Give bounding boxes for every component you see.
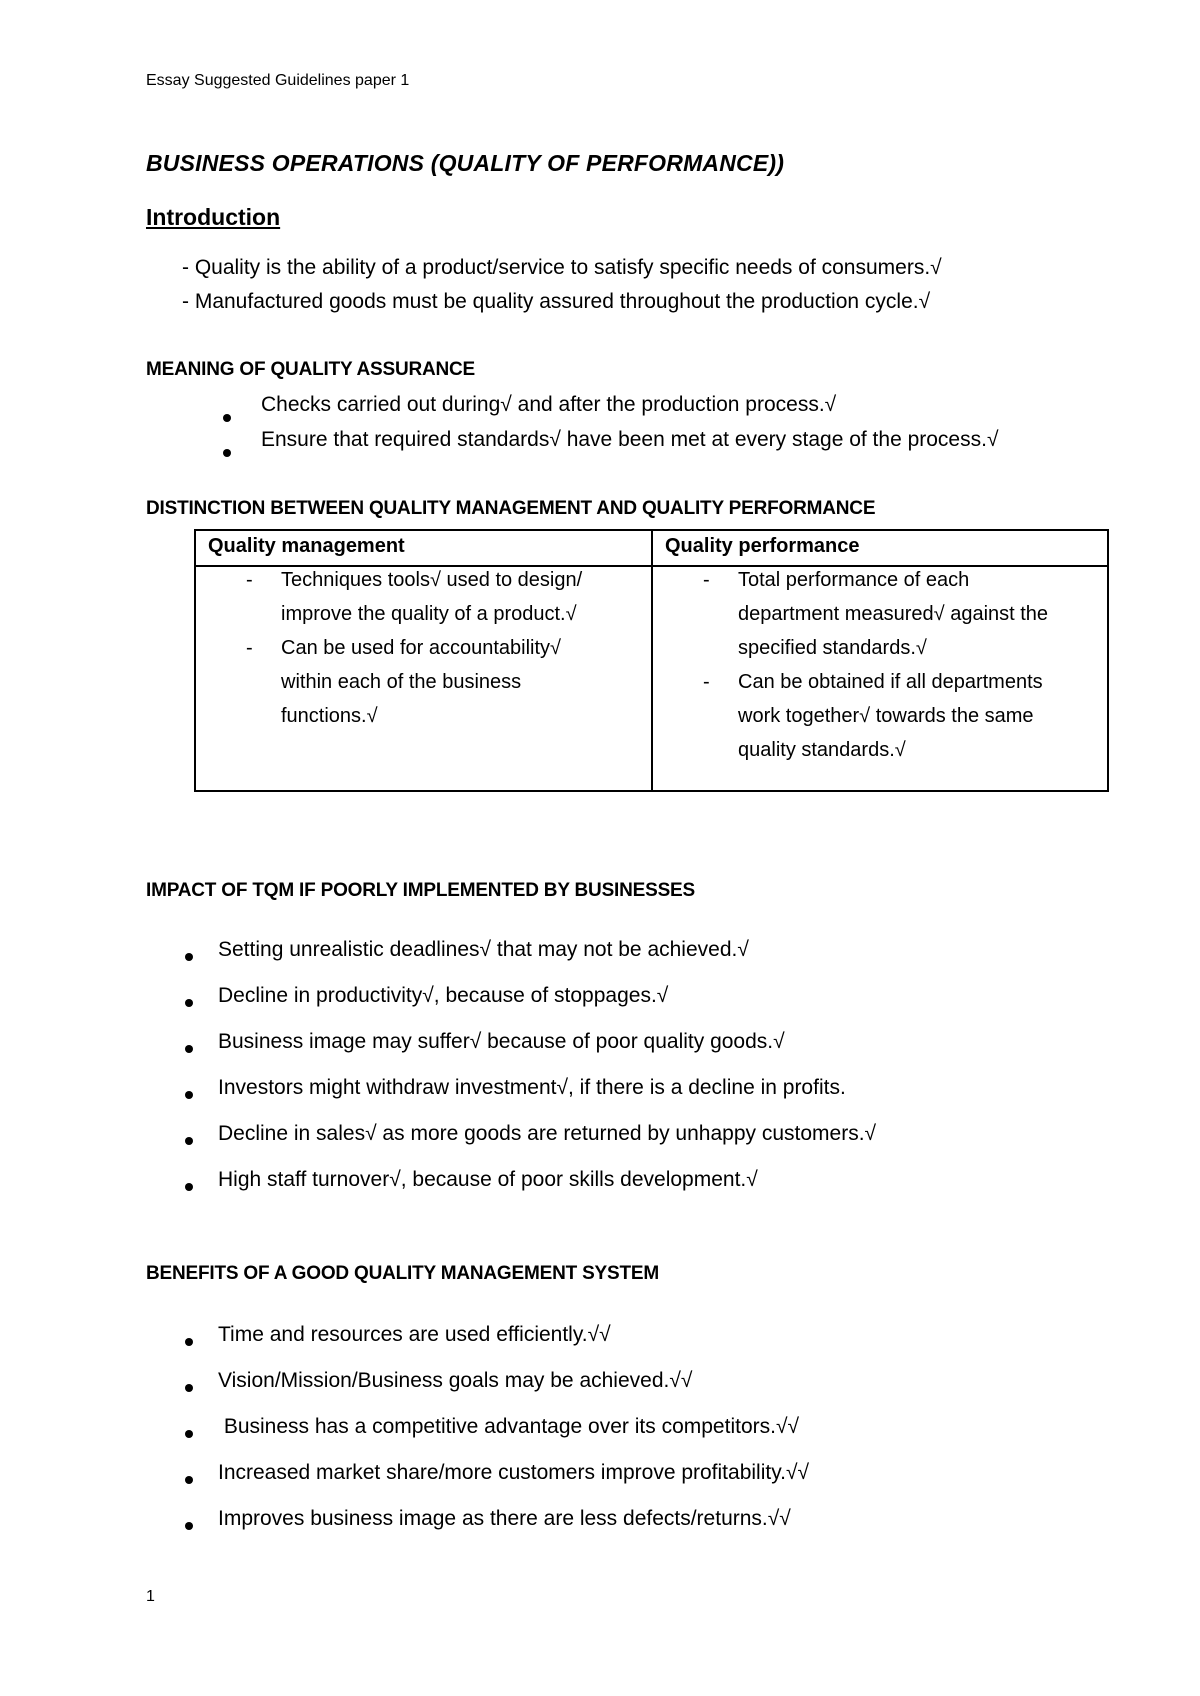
dash-marker: - <box>246 569 253 591</box>
bullet-icon <box>185 1517 193 1535</box>
benefits-item: Increased market share/more customers improve profitability.√√ <box>218 1461 810 1484</box>
dash-marker: - <box>703 671 710 693</box>
bullet-icon <box>223 404 231 428</box>
introduction-line: - Quality is the ability of a product/service to satisfy specific needs of consumers.√ <box>182 256 942 279</box>
bullet-icon <box>185 1086 193 1104</box>
distinction-table <box>194 529 1109 792</box>
benefits-item: Time and resources are used efficiently.√√ <box>218 1323 611 1346</box>
performance-line: specified standards.√ <box>738 637 927 659</box>
dash-marker: - <box>703 569 710 591</box>
management-line: within each of the business <box>281 671 522 693</box>
management-line: improve the quality of a product.√ <box>281 603 577 625</box>
quality-assurance-item: Checks carried out during√ and after the production process.√ <box>261 393 837 416</box>
column-header-quality-performance: Quality performance <box>665 535 860 557</box>
introduction-heading: Introduction <box>146 204 281 230</box>
bullet-icon <box>185 994 193 1012</box>
tqm-impact-item: Decline in productivity√, because of stoppages.√ <box>218 984 669 1007</box>
bullet-icon <box>185 1379 193 1397</box>
performance-line: Total performance of each <box>738 569 970 591</box>
page-number: 1 <box>146 1588 155 1605</box>
performance-line: quality standards.√ <box>738 739 906 761</box>
benefits-item: Improves business image as there are less defects/returns.√√ <box>218 1507 791 1530</box>
management-line: Techniques tools√ used to design/ <box>281 569 583 591</box>
bullet-icon <box>185 948 193 966</box>
bullet-icon <box>185 1132 193 1150</box>
bullet-icon <box>185 1333 193 1351</box>
bullet-icon <box>185 1040 193 1058</box>
bullet-icon <box>185 1425 193 1443</box>
introduction-line: - Manufactured goods must be quality assured throughout the production cycle.√ <box>182 290 931 313</box>
quality-assurance-heading: MEANING OF QUALITY ASSURANCE <box>146 359 476 380</box>
tqm-impact-item: Setting unrealistic deadlines√ that may not be achieved.√ <box>218 938 749 961</box>
dash-marker: - <box>246 637 253 659</box>
benefits-heading: BENEFITS OF A GOOD QUALITY MANAGEMENT SYSTEM <box>146 1263 660 1284</box>
header-divider <box>196 565 1107 567</box>
performance-line: work together√ towards the same <box>738 705 1034 727</box>
tqm-impact-item: Decline in sales√ as more goods are returned by unhappy customers.√ <box>218 1122 877 1145</box>
document-title: BUSINESS OPERATIONS (QUALITY OF PERFORMANCE)) <box>146 150 785 176</box>
management-line: functions.√ <box>281 705 378 727</box>
bullet-icon <box>223 439 231 463</box>
performance-line: Can be obtained if all departments <box>738 671 1043 693</box>
tqm-impact-item: High staff turnover√, because of poor skills development.√ <box>218 1168 758 1191</box>
benefits-item: Vision/Mission/Business goals may be achieved.√√ <box>218 1369 693 1392</box>
performance-line: department measured√ against the <box>738 603 1049 625</box>
benefits-item: Business has a competitive advantage over its competitors.√√ <box>218 1415 799 1438</box>
bullet-icon <box>185 1471 193 1489</box>
page-header: Essay Suggested Guidelines paper 1 <box>146 72 410 89</box>
bullet-icon <box>185 1178 193 1196</box>
distinction-heading: DISTINCTION BETWEEN QUALITY MANAGEMENT AND QUALITY PERFORMANCE <box>146 498 876 519</box>
quality-assurance-item: Ensure that required standards√ have been met at every stage of the process.√ <box>261 428 999 451</box>
column-divider <box>651 531 653 790</box>
tqm-impact-item: Investors might withdraw investment√, if there is a decline in profits. <box>218 1076 846 1099</box>
tqm-impact-heading: IMPACT OF TQM IF POORLY IMPLEMENTED BY BUSINESSES <box>146 880 696 901</box>
tqm-impact-item: Business image may suffer√ because of poor quality goods.√ <box>218 1030 785 1053</box>
management-line: Can be used for accountability√ <box>281 637 562 659</box>
column-header-quality-management: Quality management <box>208 535 405 557</box>
